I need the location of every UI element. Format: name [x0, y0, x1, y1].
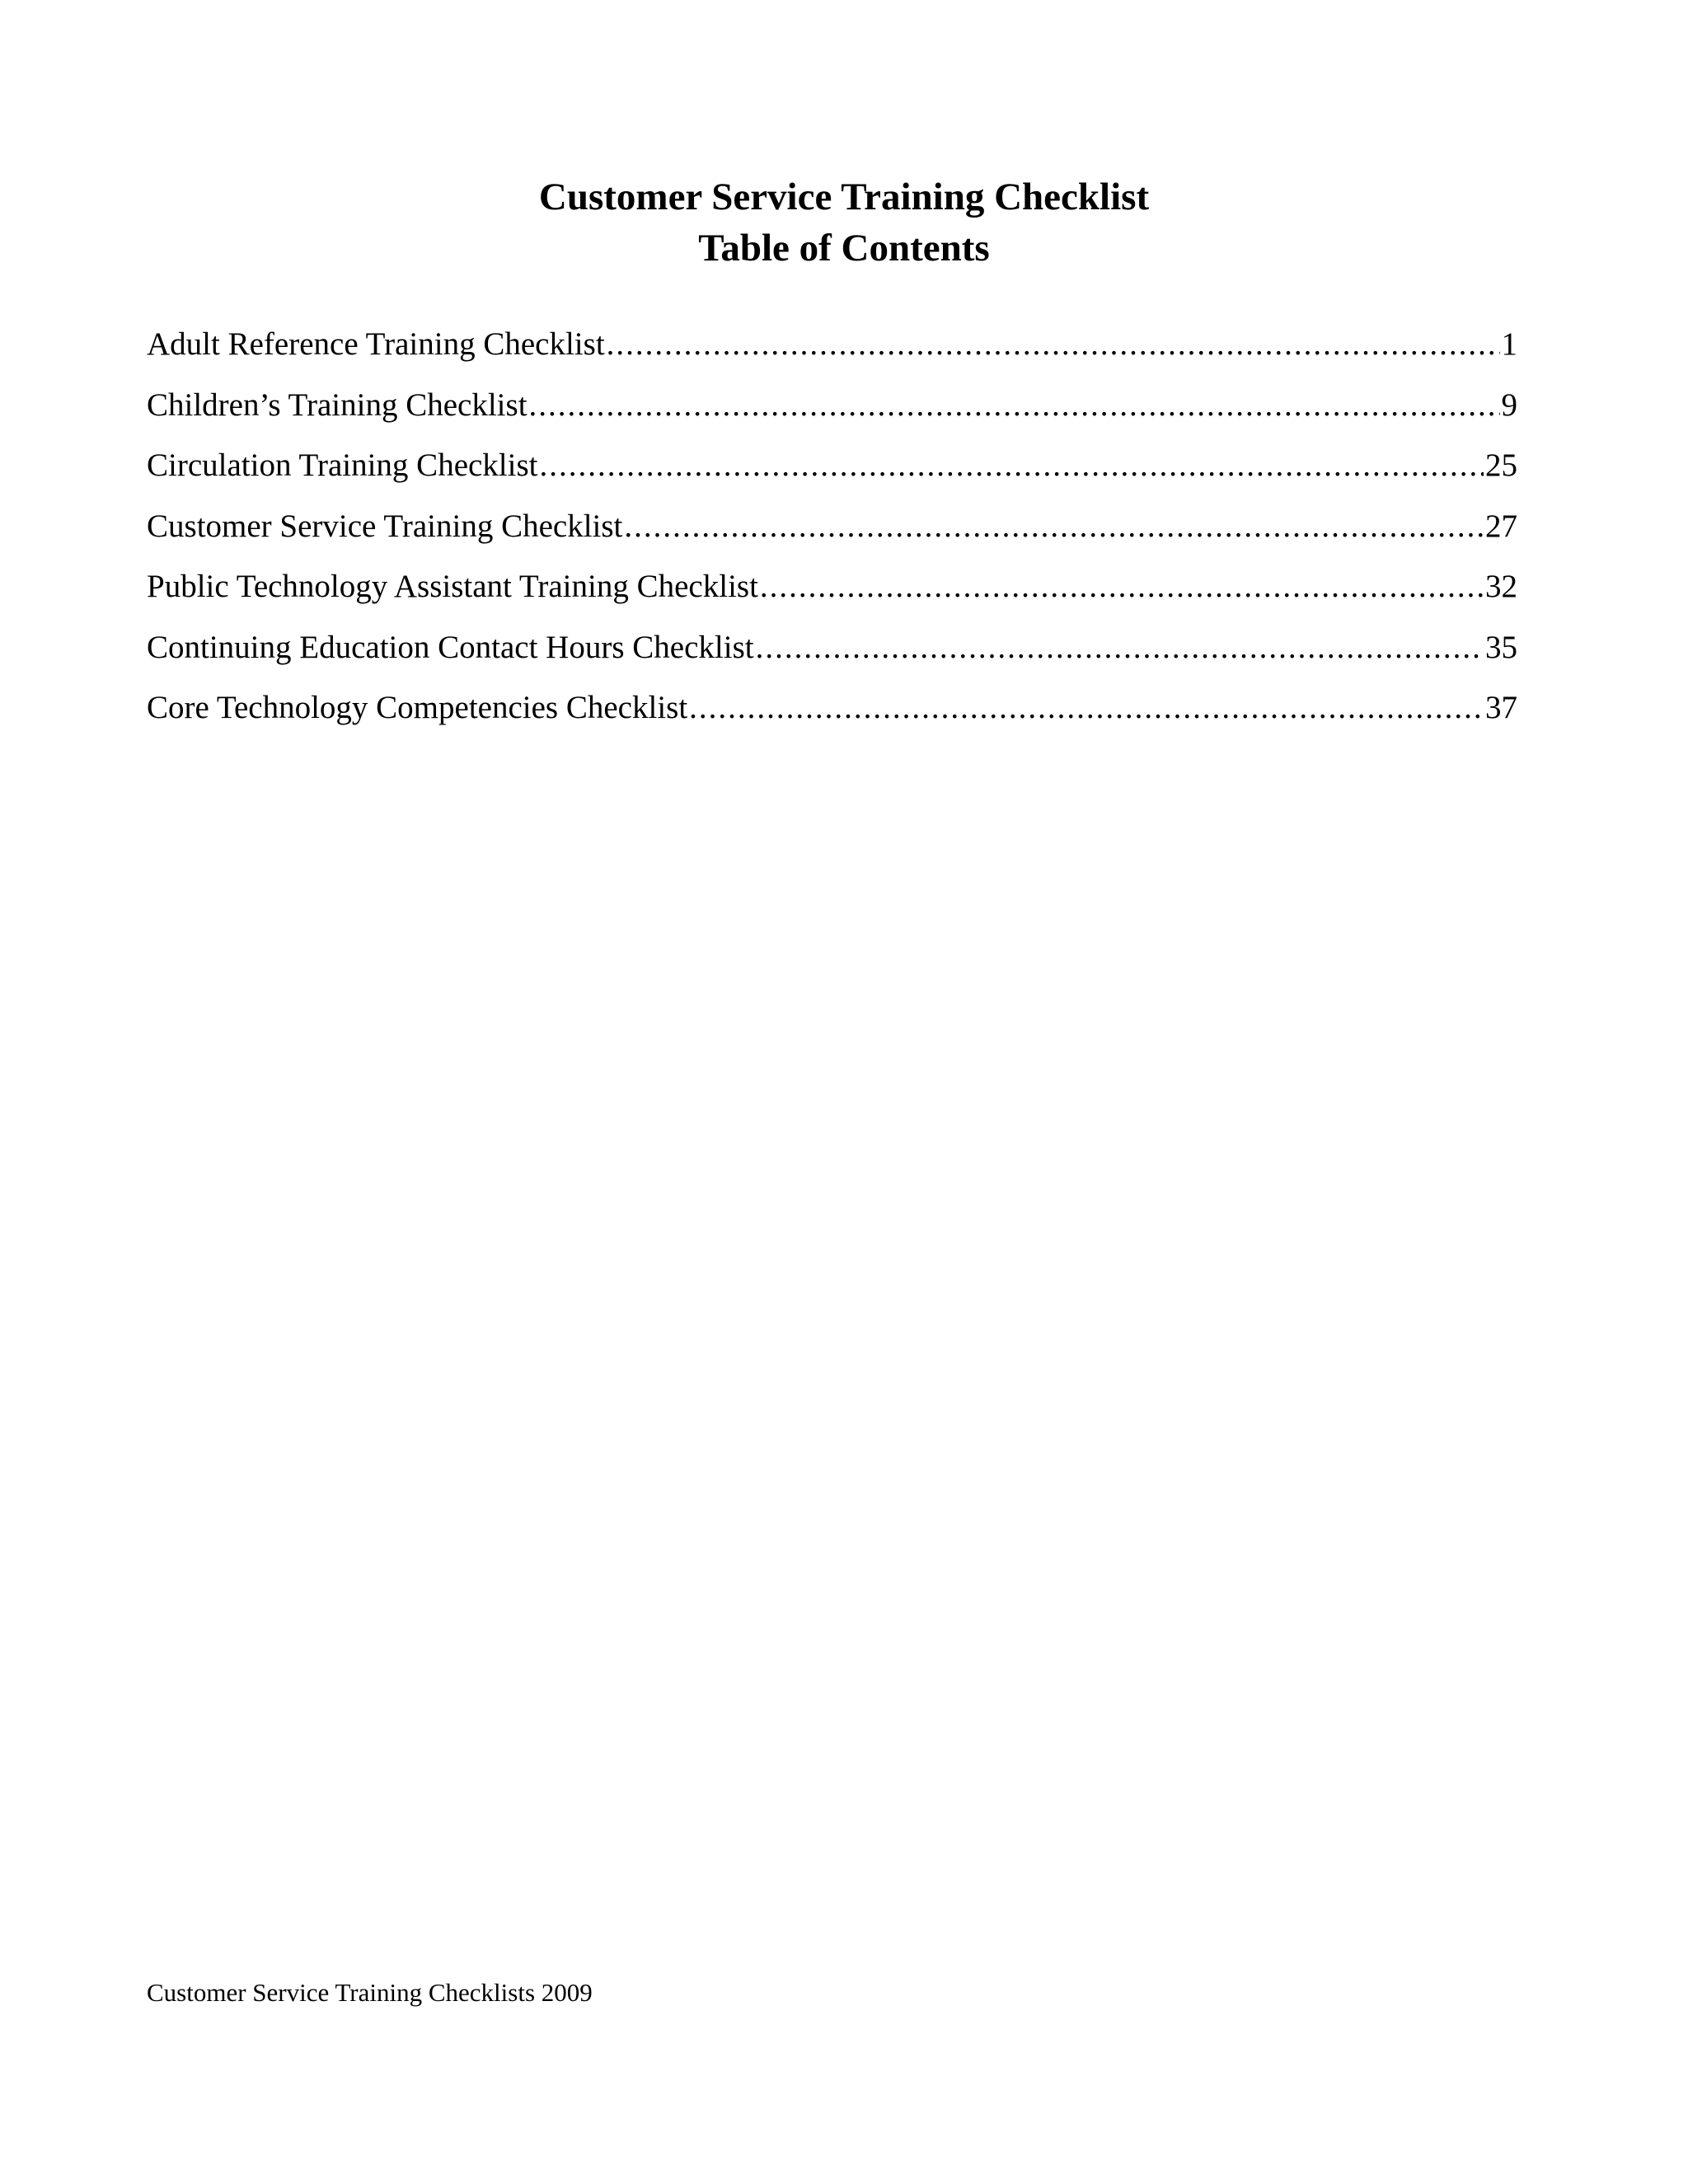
toc-entry[interactable] [147, 323, 1517, 384]
toc-entry-title: Adult Reference Training Checklist [147, 326, 605, 362]
toc-entry-title: Circulation Training Checklist [147, 448, 538, 483]
toc-entry-page: 25 [1485, 448, 1517, 483]
title-block [0, 171, 1688, 274]
toc-dot-leader [540, 444, 1484, 487]
toc-entry[interactable] [147, 687, 1517, 748]
toc-entry[interactable] [147, 444, 1517, 505]
document-title: Customer Service Training Checklist [538, 176, 1150, 218]
toc-entry-title: Children’s Training Checklist [147, 387, 528, 423]
toc-dot-leader [529, 384, 1500, 427]
toc-entry[interactable] [147, 505, 1517, 566]
toc-dot-leader [624, 505, 1484, 548]
toc-entry-page: 9 [1501, 387, 1517, 423]
document-subtitle: Table of Contents [698, 227, 990, 269]
toc-dot-leader [689, 687, 1484, 729]
toc-entry-title: Public Technology Assistant Training Checklist [147, 569, 758, 604]
table-of-contents [147, 323, 1517, 748]
toc-entry-title: Core Technology Competencies Checklist [147, 690, 688, 725]
toc-entry-page: 32 [1485, 569, 1517, 604]
toc-entry[interactable] [147, 384, 1517, 445]
toc-dot-leader [607, 323, 1500, 366]
toc-dot-leader [756, 626, 1484, 669]
toc-entry-page: 37 [1485, 690, 1517, 725]
page-footer: Customer Service Training Checklists 2009 [147, 1978, 593, 2007]
toc-entry[interactable] [147, 626, 1517, 687]
toc-entry-page: 27 [1485, 508, 1517, 544]
toc-entry-page: 35 [1485, 629, 1517, 665]
toc-entry[interactable] [147, 565, 1517, 626]
toc-entry-title: Continuing Education Contact Hours Checklist [147, 629, 754, 665]
toc-entry-title: Customer Service Training Checklist [147, 508, 623, 544]
toc-dot-leader [760, 565, 1484, 608]
toc-entry-page: 1 [1501, 326, 1517, 362]
